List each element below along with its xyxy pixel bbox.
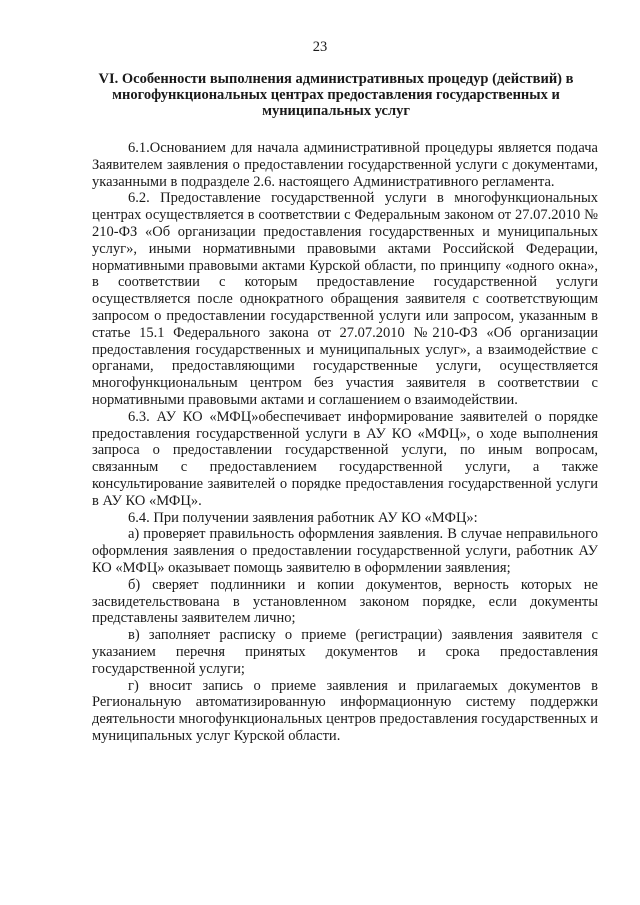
paragraph-6-3: 6.3. АУ КО «МФЦ»обеспечивает информирование заявителей о порядке предоставления государственной услуги в АУ КО «МФЦ», о ходе выполнения запроса о предоставлении государственной услуги, по иным вопросам, связанным с предоставлением государственной услуги, а также консультирование заявителей о порядке предоставления государственной услуги в АУ КО «МФЦ».: [92, 408, 598, 509]
paragraph-6-4: 6.4. При получении заявления работник АУ КО «МФЦ»:: [128, 509, 478, 526]
paragraph-6-2: 6.2. Предоставление государственной услуги в многофункциональных центрах осуществляется в соответствии с Федеральным законом от 27.07.2010 № 210-ФЗ «Об организации предоставления государственных и муниципальных услуг», иными нормативными правовыми актами Российской Федерации, нормативными правовыми актами Курской области, по принципу «одного окна», в соответствии с которым предоставление государственной услуги осуществляется после однократного обращения заявителя с соответствующим запросом о предоставлении государственной услуги или запросом, указанным в статье 15.1 Федерального закона от 27.07.2010 №210-ФЗ «Об организации предоставления государственных и муниципальных услуг», а взаимодействие с органами, предоставляющими государственные услуги, осуществляется многофункциональным центром без участия заявителя в соответствии с нормативными правовыми актами и соглашением о взаимодействии.: [92, 190, 598, 408]
paragraph-6-1: 6.1.Основанием для начала административной процедуры является подача Заявителем заявления о предоставлении государственной услуги с документами, указанными в подразделе 2.6. настоящего Административного регламента.: [92, 140, 598, 190]
section-title: VI. Особенности выполнения административных процедур (действий) в многофункциональных центрах предоставления государственных и муниципальных услуг: [98, 71, 574, 119]
list-item-v: в) заполняет расписку о приеме (регистрации) заявления заявителя с указанием перечня принятых документов и срока предоставления государственной услуги;: [92, 627, 598, 677]
document-body: [92, 140, 598, 745]
list-item-b: б) сверяет подлинники и копии документов, верность которых не засвидетельствована в установленном законом порядке, если документы представлены заявителем лично;: [92, 576, 598, 627]
page-number: 23: [312, 39, 328, 55]
list-item-g: г) вносит запись о приеме заявления и прилагаемых документов в Региональную автоматизированную информационную систему поддержки деятельности многофункциональных центров предоставления государственных и муниципальных услуг Курской области.: [92, 677, 598, 744]
list-item-a: а) проверяет правильность оформления заявления. В случае неправильного оформления заявления о предоставлении государственной услуги, работник АУ КО «МФЦ» оказывает помощь заявителю в оформлении заявления;: [92, 526, 598, 576]
